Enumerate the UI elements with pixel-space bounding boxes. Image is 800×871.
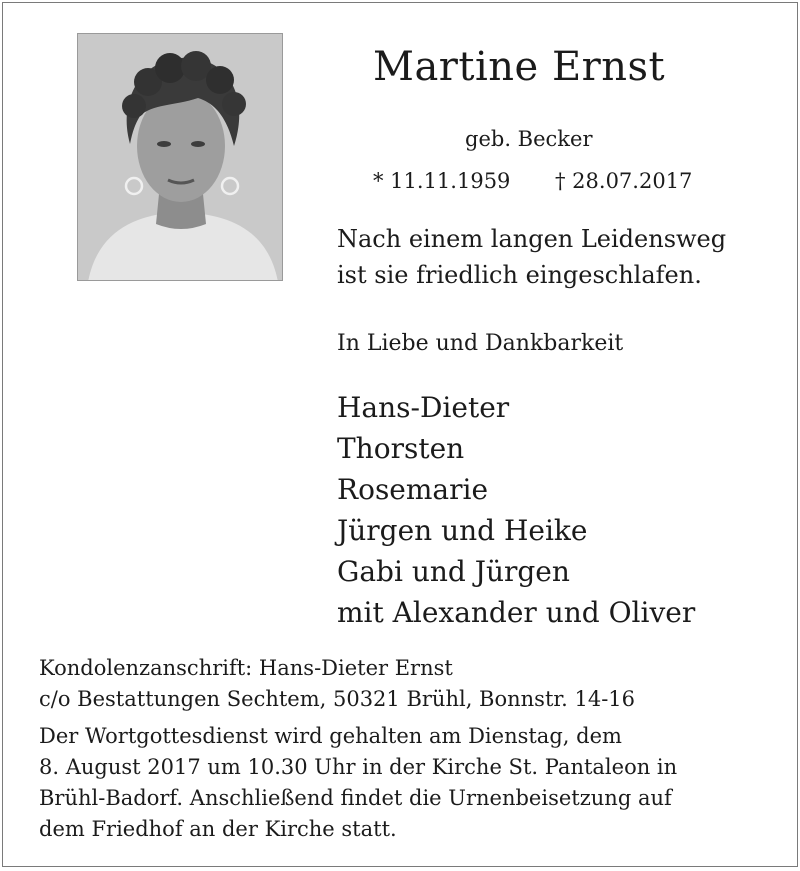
mourner-name: Hans-Dieter <box>337 391 510 424</box>
condolence-address-line: c/o Bestattungen Sechtem, 50321 Brühl, Bonnstr. 14-16 <box>39 687 636 711</box>
portrait-photo <box>77 33 283 281</box>
mourners-list <box>337 387 695 633</box>
service-info-line: 8. August 2017 um 10.30 Uhr in der Kirche St. Pantaleon in <box>39 755 678 779</box>
mourner-name: Thorsten <box>337 432 465 465</box>
birth-date: * 11.11.1959 <box>373 169 511 193</box>
condolence-address-line: Kondolenzanschrift: Hans-Dieter Ernst <box>39 656 453 680</box>
service-info-line: dem Friedhof an der Kirche statt. <box>39 817 397 841</box>
mourner-name: Gabi und Jürgen <box>337 555 570 588</box>
mourner-name: Jürgen und Heike <box>337 514 588 547</box>
dedication-text: In Liebe und Dankbarkeit <box>337 331 624 356</box>
service-info-line: Brühl-Badorf. Anschließend findet die Urnenbeisetzung auf <box>39 786 672 810</box>
notice-text <box>337 221 726 293</box>
footer-info <box>39 653 779 845</box>
death-date: † 28.07.2017 <box>555 169 693 193</box>
service-info-line: Der Wortgottesdienst wird gehalten am Dienstag, dem <box>39 724 622 748</box>
mourner-name: Rosemarie <box>337 473 489 506</box>
mourner-name: mit Alexander und Oliver <box>337 596 696 629</box>
notice-text-line: Nach einem langen Leidensweg <box>337 225 727 253</box>
deceased-name: Martine Ernst <box>373 44 666 90</box>
portrait-image <box>78 34 283 281</box>
obituary-notice <box>2 2 798 867</box>
notice-text-line: ist sie friedlich eingeschlafen. <box>337 261 702 289</box>
maiden-name: geb. Becker <box>465 127 593 151</box>
